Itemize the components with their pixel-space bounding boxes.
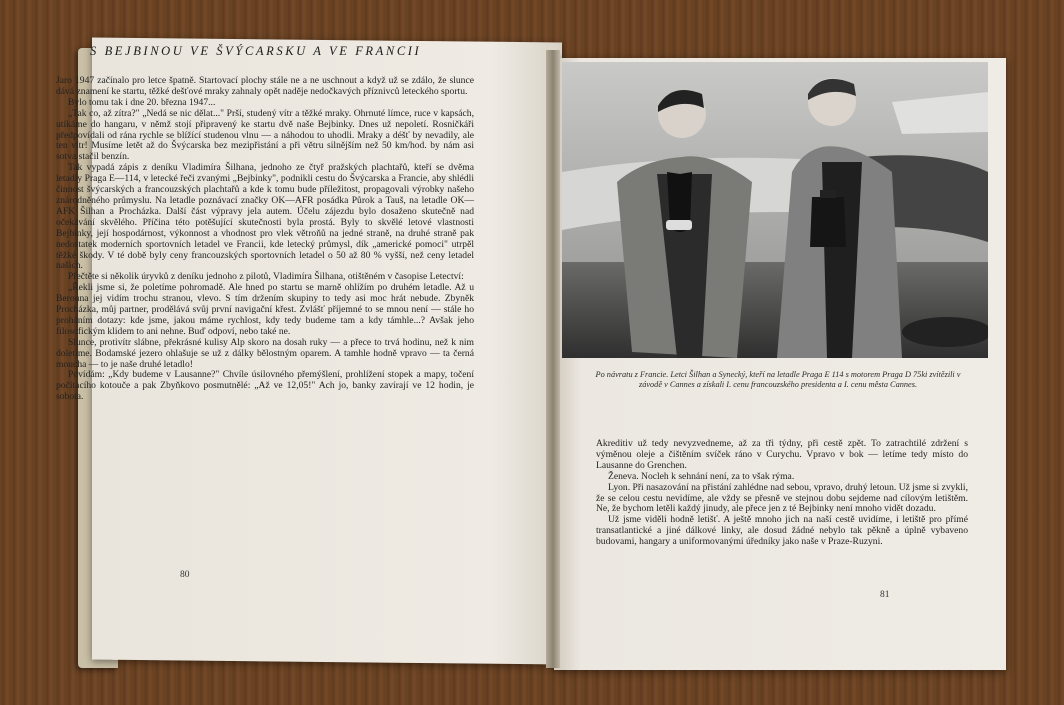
photograph-pilots [562, 62, 988, 358]
right-page-number: 81 [880, 590, 890, 600]
left-page-number: 80 [180, 570, 190, 580]
left-page-text [56, 76, 474, 403]
chapter-heading: S BEJBINOU VE ŠVÝCARSKU A VE FRANCII [90, 44, 422, 58]
right-page-text [596, 439, 968, 548]
paragraph: Lyon. Při nasazování na přistání zahlédne nad sebou, vpravo, druhý letoun. Už jsme si zvykli, že se celou cestu nevidíme, ale vždy se přesně ve stejnou dobu sejdeme nad cílovým letištěm. Ne, že bychom letěli každý jinudy, ale přece jen z té Bejbinky není mnoho vidět dozadu. [596, 481, 968, 515]
book-gutter [546, 50, 560, 668]
paragraph: „Tak co, až zítra?" „Nedá se nic dělat..." Prší, studený vítr a těžké mraky. Ohrnuté límce, ruce v kapsách, utíkáme do hangaru, v němž stojí připravený ke startu dvě naše Bejbinky. Dnes už nepoletí. Rosničkáři předpovídali od rána rychle se blížící studenou vlnu — a náhodou to uhodli. Mraky a déšť by nevadily, ale ten vítr! Musíme letět až do Švýcarska bez mezipřistání a při větru silnějším než 50 km/hod. by nám asi sotva stačil benzín. [56, 107, 474, 163]
paragraph: Akreditiv už tedy nevyzvedneme, až za tři týdny, při cestě zpět. To zatrachtilé zdržení s výměnou oleje a čištěním svíček ráno v Curychu. Vpravo v bok — letíme tedy místo do Lausanne do Grenchen. [596, 438, 968, 471]
paragraph: „Řekli jsme si, že poletíme pohromadě. Ale hned po startu se marně ohlížím po druhém letadle. Až u Berouna jej vidím trochu stranou, vlevo. S tím držením skupiny to tedy asi moc hrát nebude. Zbyněk Procházka, můj partner, prodělává svůj první navigační křest. Zvlášť příjemné to se mnou není — stále ho proháním dotazy: kde jsme, jakou máme rychlost, kdy tedy budeme tam a kdy támhle...? Avšak jeho filosofickým klidem to ani nehne. Buď odpoví, nebo také ne. [56, 282, 474, 337]
paragraph: Tak vypadá zápis z deníku Vladimíra Šilhana, jednoho ze čtyř pražských plachtařů, kteří se dvěma letadly Praga E—114, v letecké řeči zvanými „Bejbinky", podnikli cestu do Švýcarska a Francie, aby shlédli činnost švýcarských a francouzských plachtařů a kde k tomu bude příležitost, propagovali výrobky našeho znárodněného průmyslu. Na letadle poznávací značky OK—AFR posádka Půrok a Tauš, na letadle OK—AFK Šilhan a Procházka. Další část výpravy jela autem. Účelu zájezdu bylo dosaženo skutečně nad očekávání skvělého. Příčina této potěšující skutečnosti byla prostá. Byly to skvělé letové vlastnosti Bejbinky, její hospodárnost, výkonnost a vhodnost pro vlek větroňů na jedné straně, na druhé straně pak nedostatek moderních sportovních letadel ve Francii, kde letecký průmysl, dík „americké pomoci" utrpěl těžké škody. V té době byly ceny francouzských sportovních letadel o 50 až 80 % vyšší, než ceny letadel našich. [56, 162, 474, 272]
paragraph: Bylo tomu tak i dne 20. března 1947... [68, 96, 216, 108]
photo-caption: Po návratu z Francie. Letci Šilhan a Synecký, kteří na letadle Praga E 114 s motorem Praga D 75ki zvítězili v závodě v Cannes a získali I. cenu francouzského presidenta a I. cenu města Cannes. [595, 370, 961, 390]
paragraph: Ženeva. Nocleh k sehnání není, za to však rýma. [608, 470, 795, 482]
paragraph: Jaro 1947 začínalo pro letce špatně. Startovací plochy stále ne a ne uschnout a když už se zdálo, že slunce dává znamení ke startu, těžké dešťové mraky zahnaly opět naděje nedočkavých příznivců leteckého sportu. [56, 75, 474, 97]
paragraph: Povídám: „Kdy budeme v Lausanne?" Chvíle úsilovného přemýšlení, prohlížení stopek a mapy, točení počítacího kotouče a pak Zbyňkovo posmutnělé: „Až ve 12,05!" Ach jo, banky zavírají ve 12 hodin, je sobota. [56, 369, 474, 403]
paragraph: Přečtěte si několik úryvků z deníku jednoho z pilotů, Vladimíra Šilhana, otištěném v časopise Letectví: [68, 271, 464, 283]
paragraph: Už jsme viděli hodně letišť. A ještě mnoho jich na naší cestě uvidíme, i letiště pro přímé transatlantické a jiné dálkové linky, ale dosud žádné nebylo tak pěkně a úplně vybaveno budovami, hangary a uniformovanými úředníky jako naše v Praze-Ruzyni. [596, 514, 968, 548]
paragraph: Slunce, protivítr slábne, překrásné kulisy Alp skoro na dosah ruky — a přece to trvá hodinu, než k nim doletíme. Bodamské jezero ohlašuje se už z dálky bělostným oparem. A tamhle hodně vpravo — ta černá moucha — to je naše druhé letadlo! [56, 336, 474, 370]
